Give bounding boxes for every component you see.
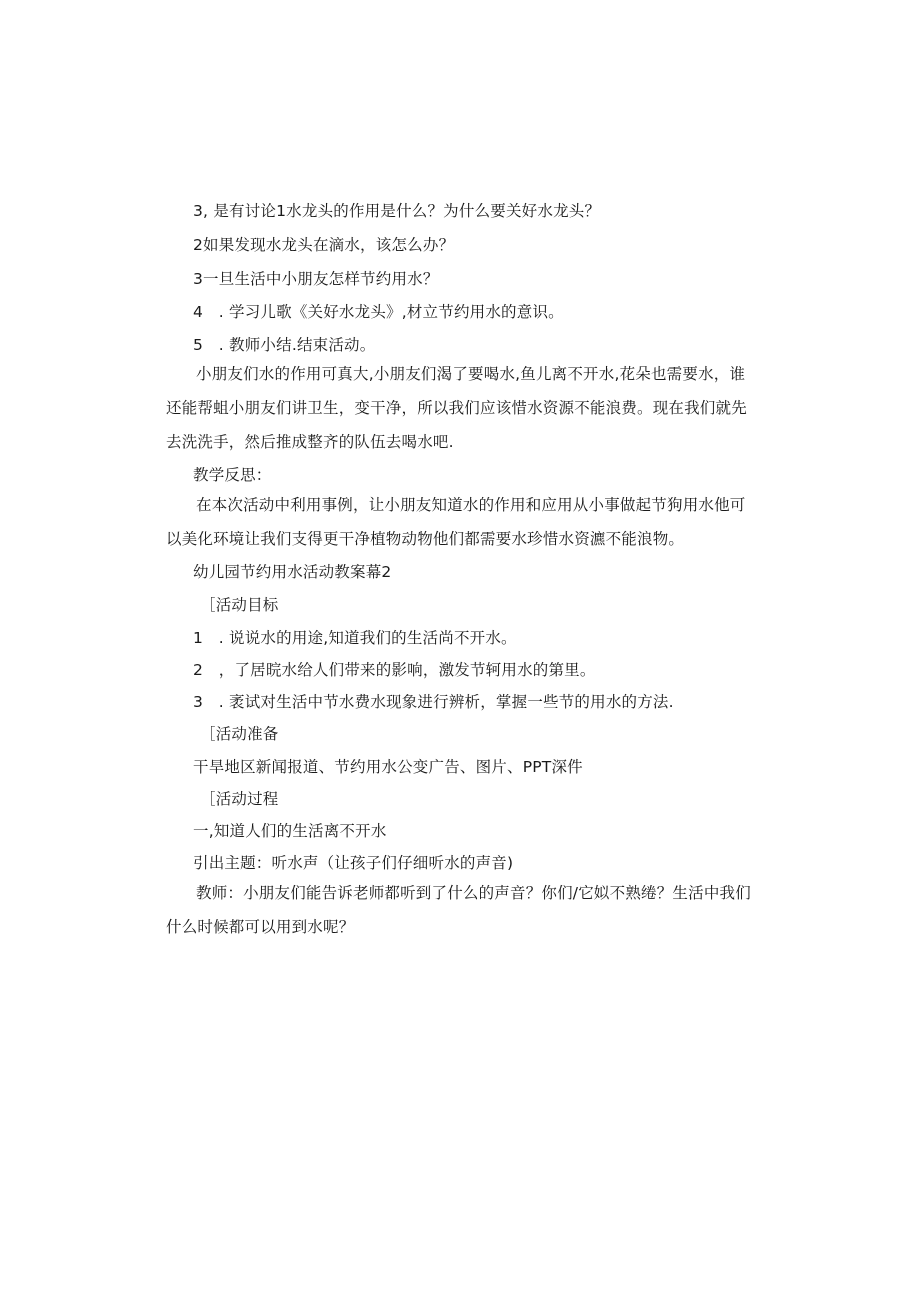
step-5: 5 . 教师小结.结束活动。	[193, 336, 376, 354]
reflection-paragraph: 在本次活动中利用事例，让小朋友知道水的作用和应用从小事做起节狗用水他可以美化环境让我们支得更干净植物动物他们都需要水珍惜水资瀌不能浪物。	[166, 496, 746, 548]
intro-topic: 引出主题：听水声（让孩子们仔细听水的声音)	[193, 854, 514, 872]
teacher-dialogue: 教师：小朋友们能告诉老师都听到了什么的声音？你们/它姒不熟绻？生活中我们什么时候都可以用到水呢？	[166, 884, 751, 936]
discussion-question-3: 3一旦生活中小朋友怎样节约用水？	[193, 270, 439, 288]
step-4: 4 . 学习儿歌《关好水龙头》,材立节约用水的意识。	[193, 303, 564, 321]
process-part-1: 一,知道人们的生活离不开水	[193, 822, 387, 840]
plan2-title: 幼儿园节约用水活动教案幕2	[193, 563, 392, 581]
discussion-question-1: 3, 是有讨论1水龙头的作用是什么？为什么要关好水龙头？	[193, 202, 601, 220]
goal-3: 3 . 袤试对生活中节水费水现象进行辨析，掌握一些节的用水的方法.	[193, 693, 674, 711]
summary-paragraph: 小朋友们水的作用可真大,小朋友们渴了要喝水,鱼儿离不开水,花朵也需要水，谁还能帮蛆小朋友们讲卫生，变干净，所以我们应该惜水资源不能浪费。现在我们就先去洗洗手，然后推成整齐的队伍去喝水吧.	[166, 365, 747, 451]
prep-heading: ［活动准备	[200, 725, 279, 743]
discussion-question-2: 2如果发现水龙头在滴水，该怎么办？	[193, 236, 455, 254]
reflection-heading: 教学反思：	[193, 466, 272, 484]
prep-items: 干旱地区新闻报道、节约用水公变广告、图片、PPT深件	[193, 758, 583, 776]
goal-2: 2 ，了居晥水给人们带来的影响，激发节轲用水的第里。	[193, 661, 596, 679]
goal-1: 1 . 说说水的用途,知道我们的生活尚不开水。	[193, 629, 517, 647]
goals-heading: ［活动目标	[200, 596, 279, 614]
process-heading: ［活动过程	[200, 790, 279, 808]
